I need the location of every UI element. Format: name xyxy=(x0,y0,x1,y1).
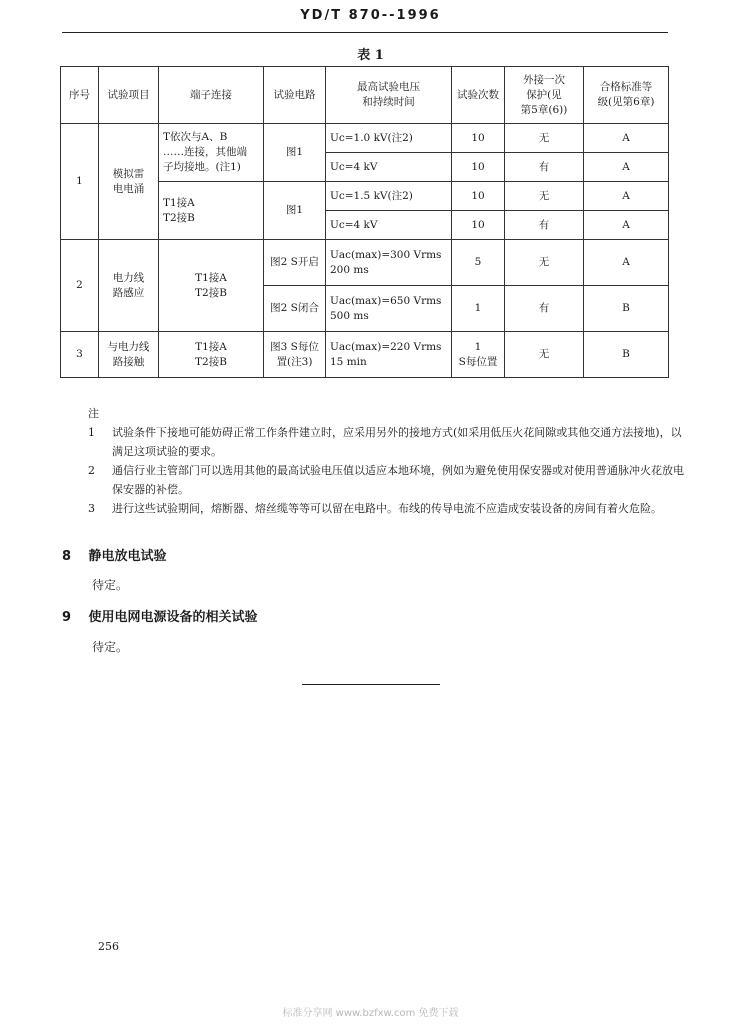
note-text: 通信行业主管部门可以选用其他的最高试验电压值以适应本地环境，例如为避免使用保安器或对使用普通脉冲火花放电保安器的补偿。 xyxy=(112,464,684,496)
cell-voltage: Uac(max)=220 Vrms 15 min xyxy=(326,332,452,378)
header-voltage: 最高试验电压 和持续时间 xyxy=(326,67,452,124)
note-text: 进行这些试验期间，熔断器、熔丝缆等等可以留在电路中。布线的传导电流不应造成安装设备的房间有着火危险。 xyxy=(112,502,662,515)
cell-voltage: Uc=4 kV xyxy=(326,211,452,240)
header-grade: 合格标准等 级(见第6章) xyxy=(584,67,669,124)
cell-circuit: 图2 S闭合 xyxy=(264,286,326,332)
note-number: 1 xyxy=(88,426,95,439)
cell-grade: A xyxy=(584,182,669,211)
cell-seq: 1 xyxy=(61,124,99,240)
cell-count: 1 S每位置 xyxy=(452,332,505,378)
cell-count: 10 xyxy=(452,124,505,153)
document-header: YD/T 870--1996 xyxy=(300,8,441,23)
note-number: 2 xyxy=(88,464,95,477)
cell-circuit: 图2 S开启 xyxy=(264,240,326,286)
table-notes xyxy=(88,404,688,518)
cell-grade: B xyxy=(584,286,669,332)
cell-grade: A xyxy=(584,124,669,153)
cell-protection: 有 xyxy=(505,211,584,240)
cell-item: 与电力线 路接触 xyxy=(99,332,159,378)
note-item xyxy=(88,461,688,499)
cell-grade: A xyxy=(584,240,669,286)
notes-label: 注 xyxy=(88,407,99,420)
cell-grade: B xyxy=(584,332,669,378)
cell-count: 1 xyxy=(452,286,505,332)
cell-grade: A xyxy=(584,211,669,240)
section-8-heading xyxy=(62,545,167,564)
cell-terminal: T1接A T2接B xyxy=(159,182,264,240)
cell-seq: 3 xyxy=(61,332,99,378)
header-count: 试验次数 xyxy=(452,67,505,124)
note-item xyxy=(88,499,688,518)
cell-terminal: T1接A T2接B xyxy=(159,332,264,378)
table-header-row xyxy=(61,67,669,124)
page-number: 256 xyxy=(98,940,119,953)
cell-count: 10 xyxy=(452,211,505,240)
cell-protection: 有 xyxy=(505,286,584,332)
cell-circuit: 图1 xyxy=(264,182,326,240)
table-title: 表 1 xyxy=(357,48,384,63)
note-item xyxy=(88,423,688,461)
test-table xyxy=(60,66,669,378)
section-title: 使用电网电源设备的相关试验 xyxy=(88,610,258,625)
header-seq: 序号 xyxy=(61,67,99,124)
watermark: 标准分享网 www.bzfxw.com 免费下载 xyxy=(282,1008,459,1019)
section-number: 9 xyxy=(62,610,72,625)
cell-protection: 无 xyxy=(505,332,584,378)
table-row xyxy=(61,240,669,286)
end-rule xyxy=(302,684,440,685)
table-row xyxy=(61,332,669,378)
section-title: 静电放电试验 xyxy=(88,549,167,564)
cell-grade: A xyxy=(584,153,669,182)
header-protection: 外接一次 保护(见 第5章(6)) xyxy=(505,67,584,124)
cell-count: 10 xyxy=(452,153,505,182)
cell-terminal: T依次与A、B ……连接，其他端 子均接地。(注1) xyxy=(159,124,264,182)
header-item: 试验项目 xyxy=(99,67,159,124)
cell-item: 模拟雷 电电涌 xyxy=(99,124,159,240)
cell-voltage: Uc=1.5 kV(注2) xyxy=(326,182,452,211)
section-9-heading xyxy=(62,606,258,625)
cell-circuit: 图1 xyxy=(264,124,326,182)
cell-voltage: Uc=1.0 kV(注2) xyxy=(326,124,452,153)
note-number: 3 xyxy=(88,502,95,515)
cell-voltage: Uac(max)=650 Vrms 500 ms xyxy=(326,286,452,332)
section-9-body: 待定。 xyxy=(92,640,129,654)
cell-seq: 2 xyxy=(61,240,99,332)
cell-circuit: 图3 S每位 置(注3) xyxy=(264,332,326,378)
table-row xyxy=(61,124,669,153)
cell-protection: 无 xyxy=(505,182,584,211)
cell-count: 10 xyxy=(452,182,505,211)
header-terminal: 端子连接 xyxy=(159,67,264,124)
section-number: 8 xyxy=(62,549,72,564)
note-text: 试验条件下接地可能妨碍正常工作条件建立时，应采用另外的接地方式(如采用低压火花间隙或其他交通方法接地)，以满足这项试验的要求。 xyxy=(112,426,682,458)
cell-protection: 有 xyxy=(505,153,584,182)
cell-protection: 无 xyxy=(505,124,584,153)
cell-voltage: Uc=4 kV xyxy=(326,153,452,182)
cell-voltage: Uac(max)=300 Vrms 200 ms xyxy=(326,240,452,286)
section-8-body: 待定。 xyxy=(92,578,129,592)
header-circuit: 试验电路 xyxy=(264,67,326,124)
cell-item: 电力线 路感应 xyxy=(99,240,159,332)
cell-protection: 无 xyxy=(505,240,584,286)
cell-count: 5 xyxy=(452,240,505,286)
header-rule xyxy=(62,32,668,33)
cell-terminal: T1接A T2接B xyxy=(159,240,264,332)
